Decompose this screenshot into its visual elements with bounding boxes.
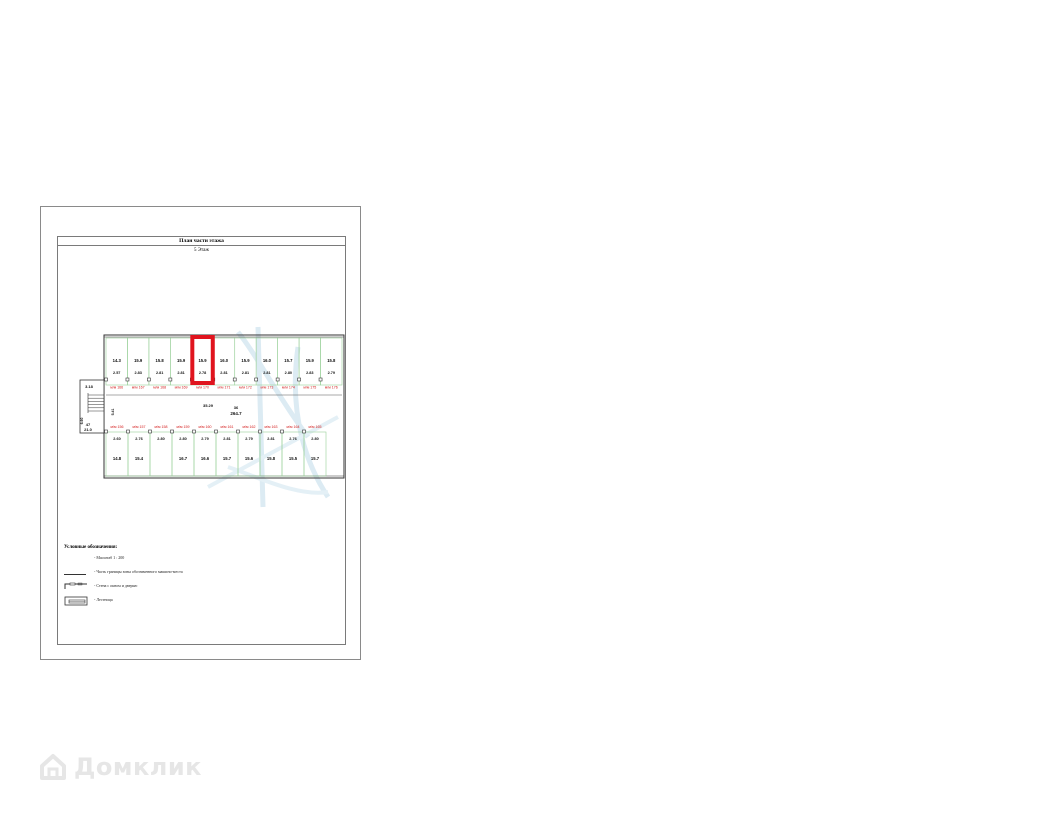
space-area: 15.9 [241,358,250,363]
document-title: План части этажа [58,237,345,246]
legend-text-scale: - Масштаб 1 : 200 [94,555,125,560]
space-width: 2.81 [177,371,185,375]
space-width: 2.79 [245,437,253,441]
space-width: 2.76 [289,437,297,441]
corridor-number: 36 [233,405,239,410]
column-marker [126,378,129,381]
corridor-width: 5.41 [111,408,115,416]
house-logo-icon [38,752,68,782]
space-number-bottom: м/м 165 [308,425,322,429]
space-area: 14.8 [112,456,122,461]
space-width: 2.80 [157,437,165,441]
column-marker [255,378,258,381]
space-width: 2.81 [155,371,164,375]
legend-item-boundary [64,567,183,577]
space-area: 15.7 [310,456,320,461]
column-marker [171,430,174,433]
watermark-text: Домклик [74,753,202,781]
column-marker [237,430,240,433]
space-width: 2.76 [135,437,143,441]
stair-dimension-side: 6.60 [80,417,84,425]
domclick-watermark [38,752,202,782]
space-width: 2.78 [198,371,207,375]
space-width: 2.81 [267,437,275,441]
space-width: 2.79 [327,371,335,375]
space-area: 16.0 [219,358,229,363]
space-width: 2.83 [134,371,142,375]
space-number-bottom: м/м 157 [132,425,146,429]
space-area: 16.6 [200,456,210,461]
space-area: 15.5 [288,456,298,461]
space-number-top: м/м 169 [174,385,188,390]
stairs-symbol [64,596,88,604]
space-number-top: м/м 167 [131,385,145,390]
space-width: 2.60 [113,437,121,441]
column-marker [259,430,262,433]
column-marker [147,378,150,381]
stair-area: 21.0 [84,427,92,432]
space-number-top: м/м 175 [303,385,317,390]
column-marker [319,378,322,381]
space-number-bottom: м/м 156 [110,425,124,429]
column-marker [233,378,236,381]
background-artwork [238,327,328,507]
space-width: 2.83 [306,371,314,375]
space-area: 16.0 [262,358,271,363]
space-area: 15.9 [198,358,207,363]
space-area: 15.9 [305,358,314,363]
space-area: 15.4 [134,456,144,461]
space-number-bottom: м/м 160 [198,425,212,429]
space-number-top: м/м 170 [196,385,210,390]
space-number-top: м/м 166 [110,385,124,390]
space-number-bottom: м/м 159 [176,425,190,429]
document-sheet [40,206,361,660]
space-number-top: м/м 172 [238,385,252,390]
column-marker [298,378,301,381]
space-area: 15.6 [244,456,254,461]
space-width: 2.79 [201,437,209,441]
space-number-bottom: м/м 162 [242,425,256,429]
space-area: 15.8 [327,358,336,363]
column-marker [127,430,130,433]
floor-plan [58,237,347,537]
document-frame [57,236,346,645]
legend-item-stairs [64,595,113,605]
wall-symbol [64,582,88,590]
column-marker [149,430,152,433]
column-marker [105,378,108,381]
space-width: 2.81 [220,371,228,375]
space-width: 2.80 [284,371,293,375]
space-width: 2.81 [223,437,231,441]
floor-label: 5 Этаж [194,248,209,253]
scale-symbol [64,554,88,562]
space-area: 15.7 [284,358,293,363]
legend-title: Условные обозначения: [64,545,118,550]
legend-text-stairs: - Лестница [94,597,113,602]
space-area: 15.8 [266,456,276,461]
space-number-top: м/м 176 [324,385,338,390]
space-number-bottom: м/м 158 [154,425,168,429]
column-marker [276,378,279,381]
space-area: 15.8 [155,358,164,363]
space-width: 2.80 [179,437,187,441]
stair-dimension-top: 3.18 [85,384,93,389]
column-marker [169,378,172,381]
space-width: 2.81 [241,371,250,375]
column-marker [193,430,196,433]
space-number-top: м/м 174 [281,385,295,390]
column-marker [215,430,218,433]
space-width: 2.57 [113,371,121,375]
space-area: 15.9 [134,358,143,363]
boundary-line-symbol [64,568,88,576]
space-number-bottom: м/м 161 [220,425,234,429]
legend-item-wall [64,581,137,591]
legend-text-boundary: - Часть границы зоны обозначенного машино-места [94,569,183,574]
space-number-bottom: м/м 163 [264,425,278,429]
column-marker [281,430,284,433]
space-area: 14.3 [112,358,121,363]
legend-text-wall: - Стена с окном и дверью [94,583,138,588]
space-number-bottom: м/м 164 [286,425,300,429]
column-marker [105,430,108,433]
legend-item-scale [64,553,124,563]
space-number-top: м/м 168 [153,385,167,390]
space-number-top: м/м 171 [217,385,231,390]
corridor-length: 35.29 [202,403,214,408]
space-width: 2.80 [311,437,319,441]
space-area: 15.7 [222,456,232,461]
stair-number: 47 [85,422,91,427]
corridor-area: 264.7 [230,411,242,416]
space-width: 2.81 [263,371,271,375]
space-area: 16.7 [178,456,188,461]
space-area: 15.9 [177,358,186,363]
column-marker [303,430,306,433]
space-number-top: м/м 173 [260,385,274,390]
